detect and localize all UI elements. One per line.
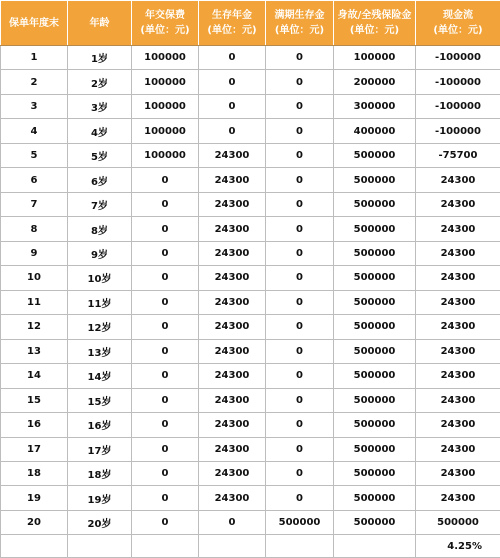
table-row <box>1 143 500 167</box>
survival-annuity-cell: 24300 <box>199 413 266 437</box>
empty-cell <box>334 535 416 558</box>
table-row <box>1 413 500 437</box>
maturity-benefit-cell: 0 <box>266 461 334 485</box>
annual-premium-cell: 100000 <box>132 119 199 143</box>
cash-flow-cell: 24300 <box>416 241 500 265</box>
annual-premium-cell: 0 <box>132 461 199 485</box>
death-benefit-cell: 500000 <box>334 266 416 290</box>
cash-flow-cell: 24300 <box>416 315 500 339</box>
annual-premium-cell: 0 <box>132 388 199 412</box>
empty-cell <box>1 535 68 558</box>
annual-premium-cell: 0 <box>132 192 199 216</box>
survival-annuity-cell: 24300 <box>199 315 266 339</box>
annual-premium-cell: 0 <box>132 241 199 265</box>
death-benefit-cell: 500000 <box>334 241 416 265</box>
death-benefit-cell: 500000 <box>334 290 416 314</box>
cash-flow-cell: 24300 <box>416 339 500 363</box>
maturity-benefit-cell: 0 <box>266 241 334 265</box>
maturity-benefit-cell: 0 <box>266 266 334 290</box>
survival-annuity-cell: 24300 <box>199 486 266 510</box>
cash-flow-cell: -75700 <box>416 143 500 167</box>
maturity-benefit-cell: 0 <box>266 192 334 216</box>
death-benefit-cell: 500000 <box>334 339 416 363</box>
cash-flow-cell: -100000 <box>416 70 500 94</box>
policy-year-cell: 14 <box>1 364 68 388</box>
maturity-benefit-cell: 0 <box>266 315 334 339</box>
policy-year-cell: 10 <box>1 266 68 290</box>
survival-annuity-cell: 24300 <box>199 388 266 412</box>
header-label: 现金流 <box>443 10 473 21</box>
maturity-benefit-cell: 0 <box>266 413 334 437</box>
maturity-benefit-cell: 0 <box>266 339 334 363</box>
table-row <box>1 192 500 216</box>
policy-year-cell: 9 <box>1 241 68 265</box>
header-unit: (单位：元) <box>274 25 325 36</box>
cash-flow-cell: 24300 <box>416 388 500 412</box>
maturity-benefit-cell: 0 <box>266 143 334 167</box>
header-label: 满期生存金 <box>274 10 325 21</box>
survival-annuity-cell: 0 <box>199 46 266 70</box>
death-benefit-cell: 500000 <box>334 437 416 461</box>
policy-year-cell: 4 <box>1 119 68 143</box>
annual-premium-cell: 0 <box>132 290 199 314</box>
survival-annuity-header <box>199 1 266 46</box>
cash-flow-cell: 24300 <box>416 437 500 461</box>
cash-flow-header <box>416 1 500 46</box>
survival-annuity-cell: 24300 <box>199 461 266 485</box>
annual-premium-cell: 0 <box>132 510 199 534</box>
table-row <box>1 46 500 70</box>
age-cell: 10岁 <box>68 266 132 290</box>
death-benefit-cell: 500000 <box>334 486 416 510</box>
death-benefit-cell: 100000 <box>334 46 416 70</box>
policy-year-cell: 18 <box>1 461 68 485</box>
death-benefit-cell: 500000 <box>334 364 416 388</box>
maturity-benefit-cell: 0 <box>266 486 334 510</box>
survival-annuity-cell: 24300 <box>199 339 266 363</box>
cash-flow-cell: -100000 <box>416 94 500 118</box>
age-cell: 12岁 <box>68 315 132 339</box>
policy-year-cell: 2 <box>1 70 68 94</box>
death-benefit-cell: 500000 <box>334 413 416 437</box>
maturity-benefit-cell: 0 <box>266 217 334 241</box>
policy-year-cell: 11 <box>1 290 68 314</box>
death-benefit-cell: 300000 <box>334 94 416 118</box>
header-label: 保单年度末 <box>9 17 59 29</box>
policy-year-cell: 8 <box>1 217 68 241</box>
death-benefit-cell: 200000 <box>334 70 416 94</box>
age-cell: 2岁 <box>68 70 132 94</box>
maturity-benefit-cell: 0 <box>266 94 334 118</box>
survival-annuity-cell: 24300 <box>199 168 266 192</box>
policy-year-cell: 17 <box>1 437 68 461</box>
age-cell: 11岁 <box>68 290 132 314</box>
maturity-benefit-cell: 500000 <box>266 510 334 534</box>
policy-year-cell: 15 <box>1 388 68 412</box>
table-row <box>1 217 500 241</box>
survival-annuity-cell: 24300 <box>199 290 266 314</box>
annual-premium-cell: 0 <box>132 437 199 461</box>
survival-annuity-cell: 0 <box>199 119 266 143</box>
policy-year-cell: 7 <box>1 192 68 216</box>
death-benefit-cell: 500000 <box>334 315 416 339</box>
table-row <box>1 290 500 314</box>
death-benefit-cell: 500000 <box>334 192 416 216</box>
maturity-benefit-header <box>266 1 334 46</box>
age-cell: 15岁 <box>68 388 132 412</box>
irr-row <box>1 535 500 558</box>
survival-annuity-cell: 24300 <box>199 437 266 461</box>
cash-flow-cell: 24300 <box>416 486 500 510</box>
age-cell: 19岁 <box>68 486 132 510</box>
cash-flow-cell: 500000 <box>416 510 500 534</box>
table-row <box>1 437 500 461</box>
death-benefit-cell: 500000 <box>334 143 416 167</box>
empty-cell <box>266 535 334 558</box>
maturity-benefit-cell: 0 <box>266 364 334 388</box>
age-cell: 4岁 <box>68 119 132 143</box>
policy-year-cell: 5 <box>1 143 68 167</box>
policy-year-cell: 1 <box>1 46 68 70</box>
policy-year-cell: 6 <box>1 168 68 192</box>
header-unit: (单位：元) <box>140 25 190 36</box>
maturity-benefit-cell: 0 <box>266 119 334 143</box>
age-header <box>68 1 132 46</box>
death-benefit-cell: 500000 <box>334 168 416 192</box>
policy-year-cell: 3 <box>1 94 68 118</box>
cash-flow-cell: 24300 <box>416 413 500 437</box>
annual-premium-cell: 100000 <box>132 46 199 70</box>
survival-annuity-cell: 0 <box>199 94 266 118</box>
cash-flow-cell: 24300 <box>416 266 500 290</box>
cash-flow-cell: -100000 <box>416 119 500 143</box>
header-label: 年龄 <box>89 17 110 29</box>
cash-flow-cell: 24300 <box>416 192 500 216</box>
table-row <box>1 364 500 388</box>
death-benefit-cell: 400000 <box>334 119 416 143</box>
irr-cell: 4.25% <box>416 535 500 558</box>
age-cell: 1岁 <box>68 46 132 70</box>
survival-annuity-cell: 0 <box>199 70 266 94</box>
annual-premium-cell: 0 <box>132 486 199 510</box>
survival-annuity-cell: 24300 <box>199 143 266 167</box>
death-benefit-header <box>334 1 416 46</box>
header-unit: (单位：元) <box>433 25 483 36</box>
annual-premium-cell: 100000 <box>132 70 199 94</box>
table-row <box>1 241 500 265</box>
annual-premium-header <box>132 1 199 46</box>
annual-premium-cell: 0 <box>132 168 199 192</box>
survival-annuity-cell: 24300 <box>199 192 266 216</box>
maturity-benefit-cell: 0 <box>266 290 334 314</box>
annual-premium-cell: 0 <box>132 266 199 290</box>
age-cell: 20岁 <box>68 510 132 534</box>
maturity-benefit-cell: 0 <box>266 168 334 192</box>
empty-cell <box>68 535 132 558</box>
table-row <box>1 315 500 339</box>
maturity-benefit-cell: 0 <box>266 437 334 461</box>
age-cell: 17岁 <box>68 437 132 461</box>
age-cell: 7岁 <box>68 192 132 216</box>
age-cell: 13岁 <box>68 339 132 363</box>
age-cell: 16岁 <box>68 413 132 437</box>
table-row <box>1 70 500 94</box>
table-row <box>1 461 500 485</box>
header-unit: (单位：元) <box>349 25 400 36</box>
age-cell: 18岁 <box>68 461 132 485</box>
maturity-benefit-cell: 0 <box>266 70 334 94</box>
age-cell: 3岁 <box>68 94 132 118</box>
annual-premium-cell: 100000 <box>132 94 199 118</box>
policy-year-cell: 13 <box>1 339 68 363</box>
header-label: 年交保费 <box>145 10 185 21</box>
age-cell: 14岁 <box>68 364 132 388</box>
death-benefit-cell: 500000 <box>334 510 416 534</box>
survival-annuity-cell: 24300 <box>199 241 266 265</box>
policy-year-header <box>1 1 68 46</box>
cash-flow-cell: 24300 <box>416 364 500 388</box>
table-row <box>1 94 500 118</box>
policy-year-cell: 16 <box>1 413 68 437</box>
table-body <box>1 46 500 558</box>
cash-flow-cell: 24300 <box>416 217 500 241</box>
empty-cell <box>199 535 266 558</box>
table-row <box>1 510 500 534</box>
table-row <box>1 388 500 412</box>
table-header-row <box>1 1 500 46</box>
table-row <box>1 339 500 363</box>
header-unit: (单位：元) <box>207 25 257 36</box>
age-cell: 5岁 <box>68 143 132 167</box>
table-row <box>1 119 500 143</box>
policy-year-cell: 12 <box>1 315 68 339</box>
policy-year-cell: 20 <box>1 510 68 534</box>
age-cell: 9岁 <box>68 241 132 265</box>
age-cell: 6岁 <box>68 168 132 192</box>
table-row <box>1 168 500 192</box>
header-label: 身故/全残保险金 <box>337 10 412 21</box>
annual-premium-cell: 0 <box>132 315 199 339</box>
death-benefit-cell: 500000 <box>334 461 416 485</box>
annual-premium-cell: 100000 <box>132 143 199 167</box>
survival-annuity-cell: 24300 <box>199 217 266 241</box>
annual-premium-cell: 0 <box>132 217 199 241</box>
table-row <box>1 486 500 510</box>
maturity-benefit-cell: 0 <box>266 388 334 412</box>
survival-annuity-cell: 0 <box>199 510 266 534</box>
annual-premium-cell: 0 <box>132 364 199 388</box>
death-benefit-cell: 500000 <box>334 217 416 241</box>
cash-flow-cell: -100000 <box>416 46 500 70</box>
cash-flow-cell: 24300 <box>416 168 500 192</box>
annual-premium-cell: 0 <box>132 413 199 437</box>
age-cell: 8岁 <box>68 217 132 241</box>
survival-annuity-cell: 24300 <box>199 364 266 388</box>
annual-premium-cell: 0 <box>132 339 199 363</box>
policy-year-cell: 19 <box>1 486 68 510</box>
maturity-benefit-cell: 0 <box>266 46 334 70</box>
table-row <box>1 266 500 290</box>
death-benefit-cell: 500000 <box>334 388 416 412</box>
empty-cell <box>132 535 199 558</box>
cash-flow-cell: 24300 <box>416 290 500 314</box>
survival-annuity-cell: 24300 <box>199 266 266 290</box>
cash-flow-cell: 24300 <box>416 461 500 485</box>
header-label: 生存年金 <box>212 10 252 21</box>
